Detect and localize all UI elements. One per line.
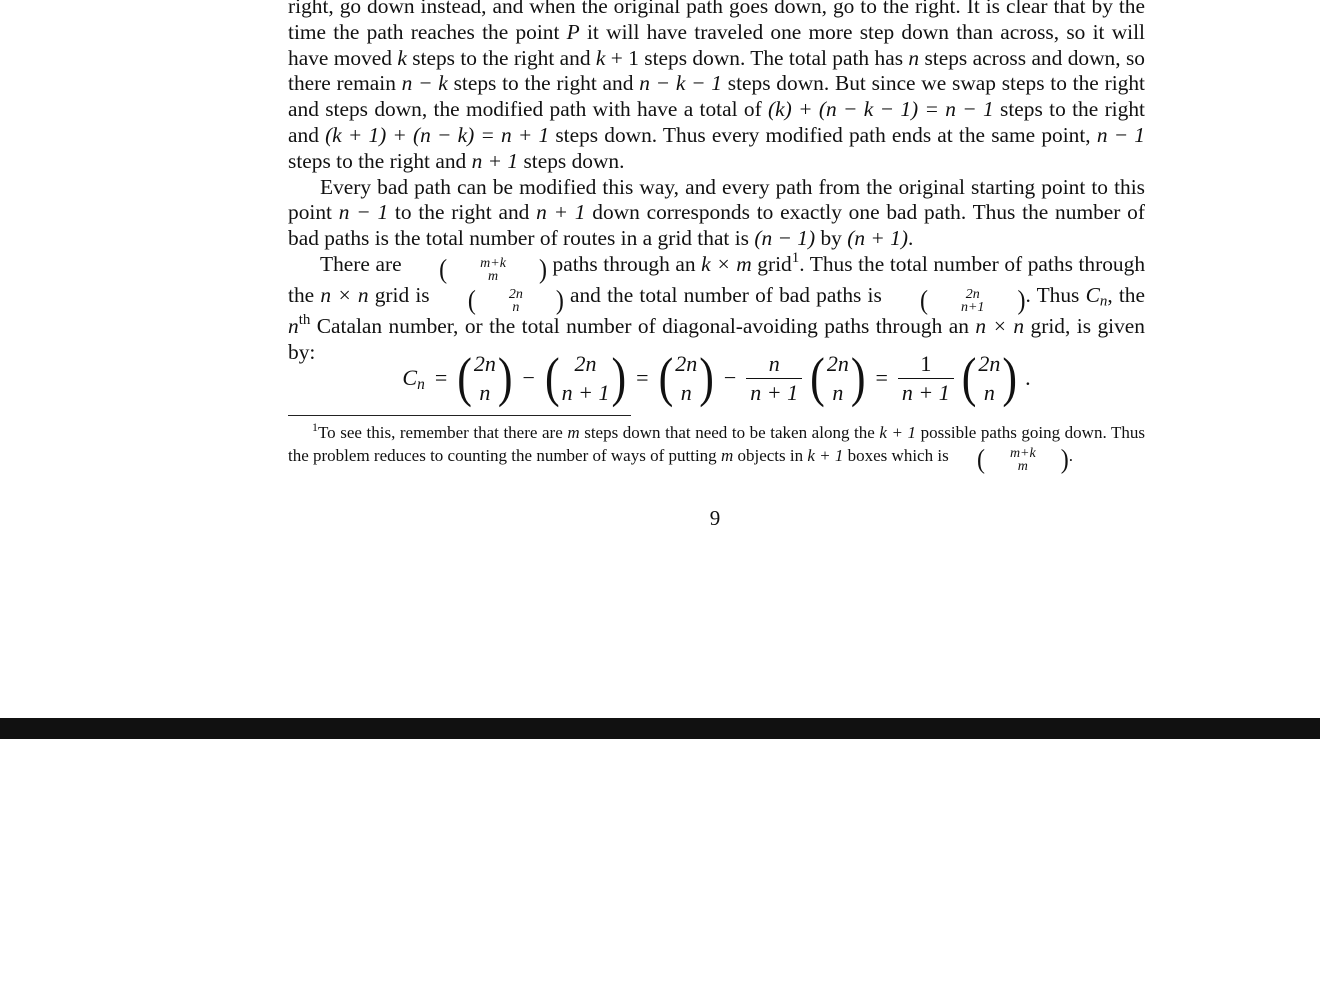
paragraph-2	[288, 175, 1145, 252]
text-run: .	[1068, 446, 1073, 465]
binom-top: 2n	[978, 351, 1001, 376]
math-var: k	[595, 45, 606, 70]
binom-bottom: n	[512, 299, 520, 315]
binom-bottom: n	[832, 380, 844, 405]
math-expr: (n + 1)	[847, 226, 908, 251]
text-run: it will have traveled one more step down than across, so it will	[579, 19, 1145, 44]
binom-bottom: n+1	[960, 299, 985, 315]
text-run: steps to the right and	[447, 71, 640, 96]
math-expr: (n − 1)	[754, 226, 816, 251]
binomial-5: ( 2n n )	[961, 346, 1018, 408]
math-expr: n + 1	[471, 148, 519, 173]
text-run: down corresponds to exactly one bad path. Thus the number of bad paths is the total number of routes in a grid that is	[288, 200, 1145, 251]
frac-numerator: 1	[920, 350, 932, 376]
footnote-rule	[288, 415, 631, 416]
binom-top: 2n	[965, 286, 980, 302]
math-expr: n + 1	[536, 200, 586, 225]
text-run: steps to the right and	[288, 148, 472, 173]
text-run: right, go down instead, and when the original path goes down, go to the right. It is clear that by the	[288, 0, 1145, 18]
text-run: possible paths going down. Thus the problem reduces to counting the number of ways of putting	[288, 423, 1145, 465]
math-expr: n − k	[401, 71, 448, 96]
text-run: + 1 steps down. The total path has	[605, 45, 909, 70]
math-expr: n × n	[975, 313, 1025, 338]
frac-denominator: n + 1	[898, 378, 954, 407]
text-run: and the total number of bad paths is	[563, 282, 888, 307]
binom-top: m+k	[480, 255, 506, 271]
text-run: grid	[751, 251, 792, 276]
math-expr: k + 1	[807, 446, 844, 465]
text-run: so there remain	[288, 45, 1145, 96]
binom-top: 2n	[675, 351, 698, 376]
binomial-2: ( 2n n + 1 )	[544, 346, 627, 408]
text-run: right and	[288, 97, 1145, 147]
text-run: steps to the right and	[406, 45, 596, 70]
binomial-inline: ( m+k m )	[439, 255, 547, 285]
binomial-inline: ( 2n n+1 )	[919, 286, 1026, 316]
binom-bottom: n	[983, 380, 995, 405]
math-var: m	[567, 423, 580, 442]
text-run: grid is	[368, 282, 436, 307]
binomial-1: ( 2n n )	[457, 346, 513, 408]
math-var: n	[288, 313, 299, 338]
text-run: have moved	[288, 45, 398, 70]
text-run: To see this, remember that there are	[317, 423, 568, 442]
text-run: . Thus the total number of paths through the	[288, 251, 1146, 307]
math-subscript: n	[417, 375, 425, 393]
text-run: steps across and down,	[919, 45, 1121, 70]
equals-sign: =	[636, 365, 649, 390]
frac-denominator: n + 1	[746, 378, 802, 407]
math-expr: k × m	[701, 251, 752, 276]
binom-bottom: n + 1	[561, 380, 610, 405]
text-run: by	[815, 226, 848, 251]
binom-top: m+k	[1009, 446, 1036, 461]
equals-sign: =	[875, 365, 888, 390]
minus-sign: −	[723, 365, 737, 390]
binom-top: 2n	[826, 351, 849, 376]
text-run: , the	[1107, 282, 1145, 307]
frac-numerator: n	[768, 350, 780, 376]
binom-bottom: n	[479, 380, 491, 405]
math-expr: n − 1	[1096, 122, 1145, 147]
text-run: paths through an	[546, 251, 702, 276]
text-run: grid, is given by:	[288, 313, 1145, 364]
footnote-marker: 1	[312, 419, 318, 434]
minus-sign: −	[522, 365, 535, 390]
equals-sign: =	[434, 365, 448, 390]
text-run: steps down. But since we swap steps to the	[722, 71, 1099, 96]
math-var: n	[908, 45, 920, 70]
page-number: 9	[709, 506, 721, 530]
math-expr: n × n	[320, 282, 369, 307]
binomial-inline: ( m+k m )	[976, 445, 1069, 475]
eq-lhs	[402, 365, 424, 391]
math-var: C	[402, 365, 418, 390]
footnote-text	[288, 421, 1145, 473]
binom-top: 2n	[473, 351, 496, 376]
text-run: Catalan number, or the total number of diagonal-avoiding paths through an	[310, 313, 976, 338]
body-text	[288, 0, 1145, 366]
text-run: boxes which is	[843, 446, 953, 465]
math-expr: (k) + (n − k − 1) = n − 1	[768, 97, 994, 122]
text-run: There are	[320, 251, 408, 276]
math-subscript: n	[1099, 293, 1108, 310]
binom-bottom: m	[487, 268, 499, 284]
ordinal-suffix: th	[298, 311, 311, 328]
math-expr: n − k − 1	[639, 71, 722, 96]
text-run: right and steps down, the modified path with have a total of	[288, 71, 1145, 122]
text-run: Every bad path can be modified this way, and every path from the original starting point to this point	[288, 174, 1145, 225]
binom-top: 2n	[574, 351, 597, 376]
binomial-3: ( 2n n )	[658, 346, 714, 408]
paragraph-1	[288, 0, 1145, 175]
text-run: steps down.	[518, 148, 625, 173]
math-expr: k + 1	[879, 423, 917, 442]
equation-period: .	[1025, 365, 1031, 390]
fraction-2	[898, 350, 954, 407]
footnote	[288, 421, 1145, 473]
math-var: C	[1085, 282, 1100, 307]
text-run: . Thus	[1025, 282, 1086, 307]
binomial-inline: ( 2n n )	[467, 286, 564, 316]
binom-bottom: m	[1017, 459, 1028, 474]
math-var: P	[566, 19, 580, 44]
text-run: steps to the	[993, 97, 1099, 122]
math-var: m	[720, 446, 734, 465]
text-run: objects in	[733, 446, 808, 465]
math-var: k	[397, 45, 407, 70]
math-expr: (k + 1) + (n − k) = n + 1	[325, 122, 550, 147]
footnote-marker[interactable]: 1	[791, 249, 800, 266]
math-expr: n − 1	[338, 200, 389, 225]
binomial-4: ( 2n n )	[810, 346, 866, 408]
text-run: .	[908, 226, 914, 251]
text-run: time the path reaches the point	[288, 19, 567, 44]
bottom-bar	[0, 718, 1320, 739]
binom-bottom: n	[680, 380, 692, 405]
text-run: to the right and	[388, 200, 537, 225]
text-run: steps down that need to be taken along the	[579, 423, 880, 442]
catalan-equation	[288, 342, 1145, 414]
fraction-1	[746, 350, 802, 407]
text-run: steps down. Thus every modified path ends at the same point,	[549, 122, 1091, 147]
binom-top: 2n	[508, 286, 523, 302]
